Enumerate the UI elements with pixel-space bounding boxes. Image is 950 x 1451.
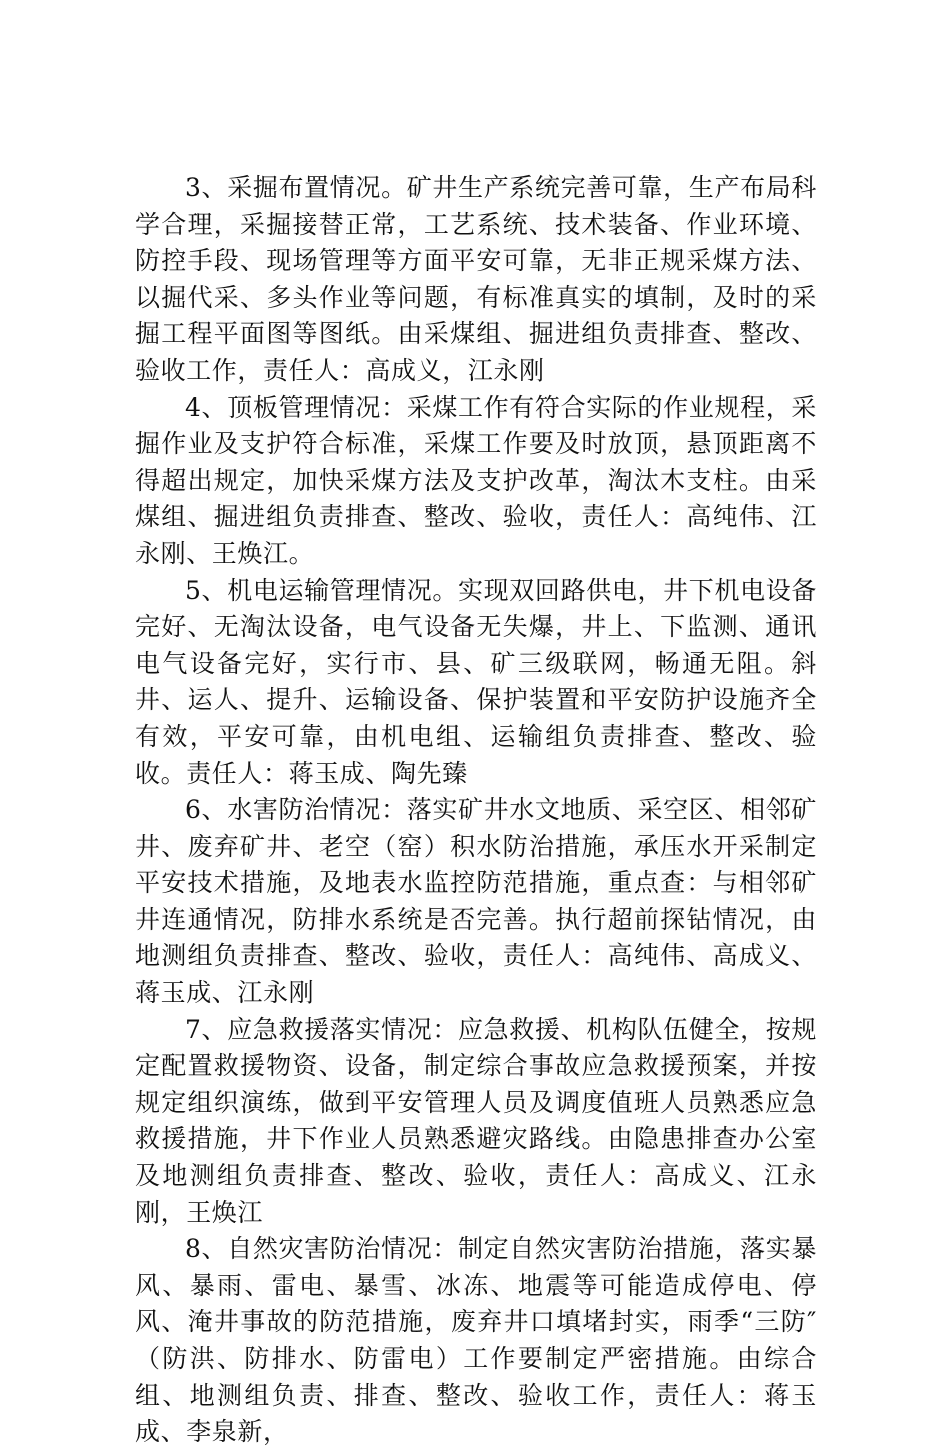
paragraph-water-hazard: 6、水害防治情况：落实矿井水文地质、采空区、相邻矿井、废弃矿井、老空（窑）积水防治措施，承压水开采制定平安技术措施，及地表水监控防范措施，重点查：与相邻矿井连通情况，防排水系统是否完善。执行超前探钻情况，由地测组负责排查、整改、验收，责任人：高纯伟、高成义、蒋玉成、江永刚 xyxy=(135,795,817,1008)
paragraph-electromechanical-transport: 5、机电运输管理情况。实现双回路供电，井下机电设备完好、无淘汰设备，电气设备无失爆，井上、下监测、通讯电气设备完好，实行市、县、矿三级联网，畅通无阻。斜井、运人、提升、运输设备、保护装置和平安防护设施齐全有效，平安可靠，由机电组、运输组负责排查、整改、验收。责任人：蒋玉成、陶先臻 xyxy=(135,575,817,788)
paragraph-emergency-rescue: 7、应急救援落实情况：应急救援、机构队伍健全，按规定配置救援物资、设备，制定综合事故应急救援预案，并按规定组织演练，做到平安管理人员及调度值班人员熟悉应急救援措施，井下作业人员熟悉避灾路线。由隐患排查办公室及地测组负责排查、整改、验收，责任人：高成义、江永刚，王焕江 xyxy=(135,1014,817,1227)
paragraph-mining-layout: 3、采掘布置情况。矿井生产系统完善可靠，生产布局科学合理，采掘接替正常，工艺系统、技术装备、作业环境、防控手段、现场管理等方面平安可靠，无非正规采煤方法、以掘代采、多头作业等问题，有标准真实的填制，及时的采掘工程平面图等图纸。由采煤组、掘进组负责排查、整改、验收工作，责任人：高成义，江永刚 xyxy=(135,173,817,385)
document-body xyxy=(135,170,817,1451)
paragraph-natural-disaster: 8、自然灾害防治情况：制定自然灾害防治措施，落实暴风、暴雨、雷电、暴雪、冰冻、地震等可能造成停电、停风、淹井事故的防范措施，废弃井口填堵封实，雨季“三防″（防洪、防排水、防雷电）工作要制定严密措施。由综合组、地测组负责、排查、整改、验收工作，责任人：蒋玉成、李泉新， xyxy=(135,1234,817,1447)
paragraph-roof-management: 4、顶板管理情况：采煤工作有符合实际的作业规程，采掘作业及支护符合标准，采煤工作要及时放顶，悬顶距离不得超出规定，加快采煤方法及支护改革，淘汰木支柱。由采煤组、掘进组负责排查、整改、验收，责任人：高纯伟、江永刚、王焕江。 xyxy=(135,392,817,568)
